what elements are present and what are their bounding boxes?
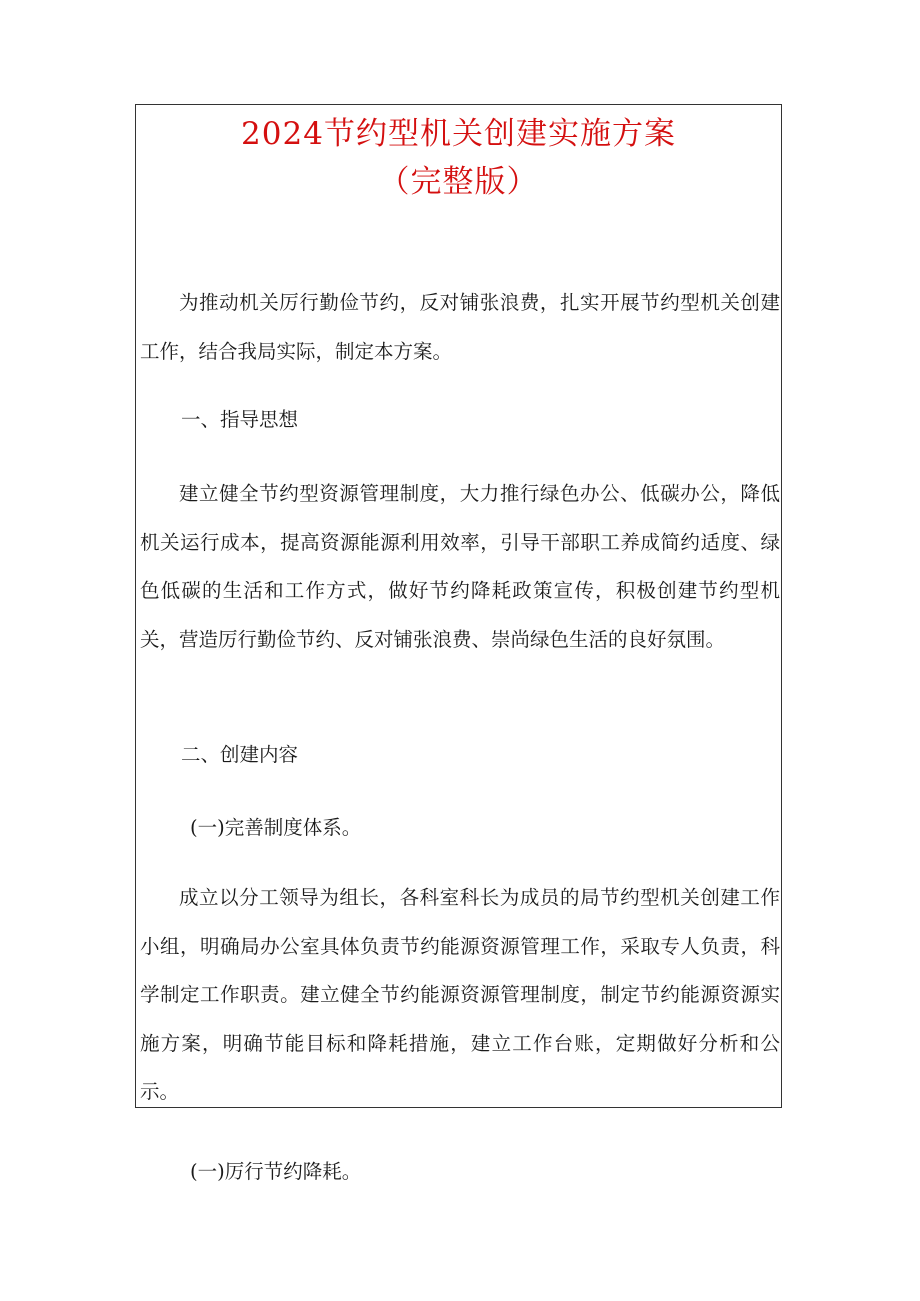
document-title: 2024节约型机关创建实施方案 — [241, 116, 676, 152]
section-heading-guiding-thought: 一、指导思想 — [181, 408, 299, 431]
intro-paragraph: 为推动机关厉行勤俭节约，反对铺张浪费，扎实开展节约型机关创建工作，结合我局实际，制定本方案。 — [140, 291, 780, 363]
section-heading-creation-content: 二、创建内容 — [181, 743, 299, 766]
section-body-guiding-thought: 建立健全节约型资源管理制度，大力推行绿色办公、低碳办公，降低机关运行成本，提高资源能源利用效率，引导干部职工养成简约适度、绿色低碳的生活和工作方式，做好节约降耗政策宣传，积极创建节约型机关，营造厉行勤俭节约、反对铺张浪费、崇尚绿色生活的良好氛围。 — [140, 482, 780, 651]
document-subtitle: （完整版） — [378, 164, 539, 200]
subsection-body-system: 成立以分工领导为组长，各科室科长为成员的局节约型机关创建工作小组，明确局办公室具体负责节约能源资源管理工作，采取专人负责，科学制定工作职责。建立健全节约能源资源管理制度，制定节约能源资源实施方案，明确节能目标和降耗措施，建立工作台账，定期做好分析和公示。 — [140, 886, 780, 1103]
subsection-heading-system: (一)完善制度体系。 — [190, 816, 362, 839]
subsection-heading-saving: (一)厉行节约降耗。 — [190, 1160, 362, 1183]
